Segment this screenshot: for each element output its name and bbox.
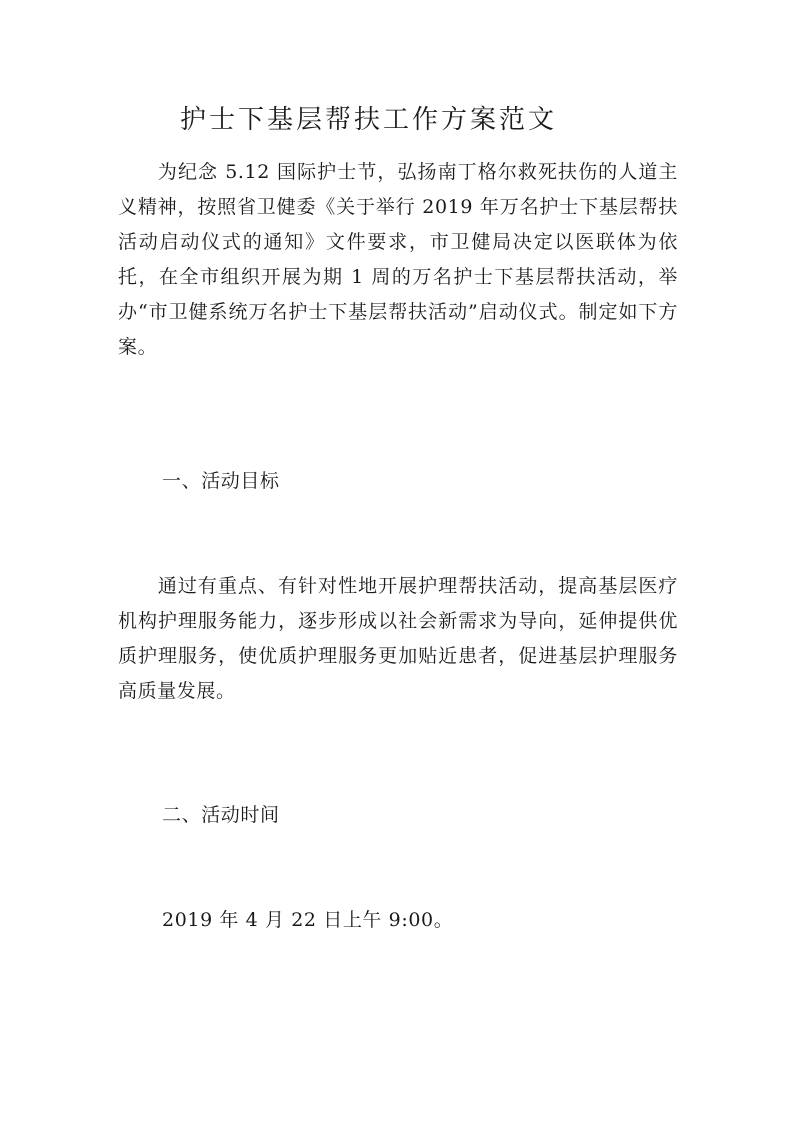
section-body-time: 2019 年 4 月 22 日上午 9:00。 [162,909,454,931]
intro-paragraph: 为纪念 5.12 国际护士节，弘扬南丁格尔救死扶伤的人道主义精神，按照省卫健委《关于举行 2019 年万名护士下基层帮扶活动启动仪式的通知》文件要求，市卫健局决定以医联体为依托，在全市组织开展为期 1 周的万名护士下基层帮扶活动，举办“市卫健系统万名护士下基层帮扶活动”启动仪式。制定如下方案。 [118,161,678,358]
section-body-goal: 通过有重点、有针对性地开展护理帮扶活动，提高基层医疗机构护理服务能力，逐步形成以社会新需求为导向，延伸提供优质护理服务，使优质护理服务更加贴近患者，促进基层护理服务高质量发展。 [118,575,678,702]
document-title: 护士下基层帮扶工作方案范文 [180,105,558,135]
section-heading-goal: 一、活动目标 [162,470,280,492]
section-heading-time: 二、活动时间 [162,804,280,826]
